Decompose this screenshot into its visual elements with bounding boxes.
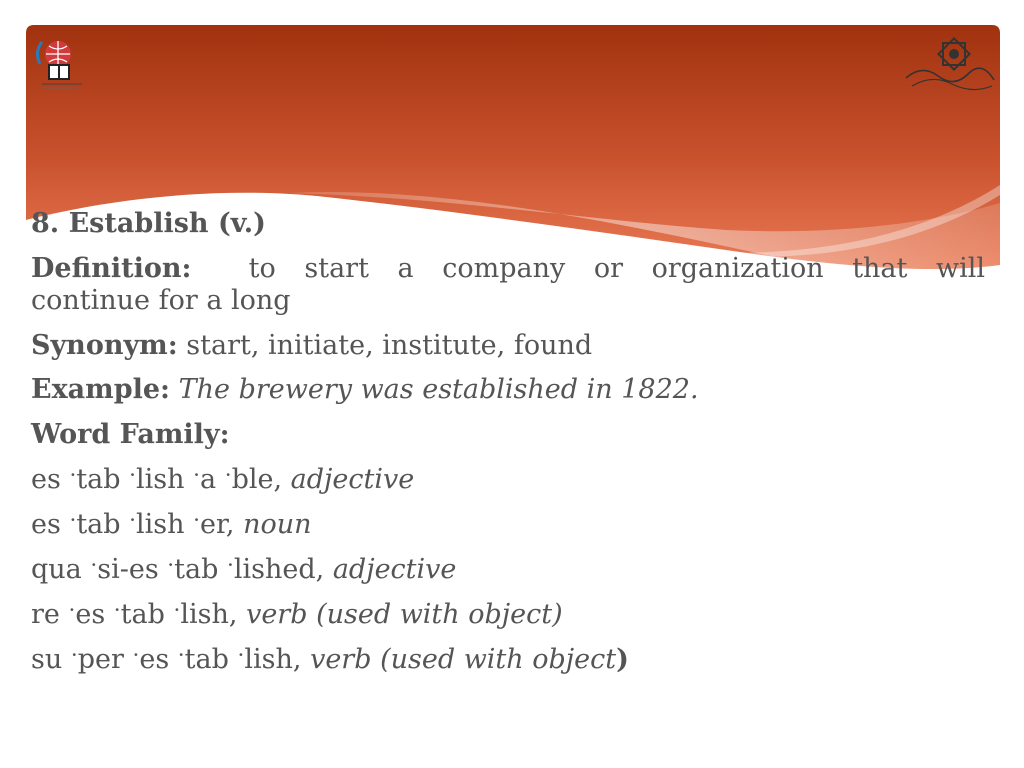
syllable: es	[31, 509, 61, 541]
word-family-term	[31, 464, 273, 495]
separator: ,	[228, 598, 247, 630]
syllable-dot: ·	[193, 463, 200, 489]
word-family-term	[31, 509, 226, 540]
syllable: ble	[231, 464, 274, 496]
synonym-row	[31, 330, 985, 362]
part-of-speech: adjective	[332, 553, 457, 585]
word-family-term	[31, 554, 316, 585]
syllable: es	[139, 643, 170, 675]
globe-book-icon	[32, 34, 88, 94]
syllable: qua	[31, 553, 82, 585]
syllable-dot: ·	[193, 507, 200, 533]
syllable-dot: ·	[113, 597, 121, 623]
syllable-dot: ·	[68, 597, 76, 623]
syllable: lished	[233, 553, 316, 585]
syllable: a	[200, 464, 217, 496]
syllable-dot: ·	[224, 463, 232, 489]
syllable-dot: ·	[132, 642, 140, 668]
syllable: es	[75, 598, 106, 630]
syllable: tab	[120, 598, 165, 630]
syllable: lish	[136, 464, 185, 496]
word-family-item	[31, 509, 985, 541]
vocabulary-entry	[31, 208, 985, 688]
syllable: tab	[76, 509, 121, 541]
definition-text-2: continue for a long	[31, 284, 291, 316]
syllable: tab	[76, 464, 121, 496]
emblem-icon	[902, 34, 998, 96]
word-family-item	[31, 464, 985, 496]
syllable: su	[31, 643, 63, 675]
syllable-dot: ·	[129, 507, 137, 533]
syllable-dot: ·	[167, 552, 175, 578]
example-row	[31, 374, 985, 406]
syllable: tab	[184, 643, 229, 675]
part-of-speech: verb (used with object)	[246, 598, 563, 630]
definition-label: Definition:	[31, 252, 192, 284]
syllable: si-es	[97, 553, 159, 585]
separator: ,	[273, 464, 291, 496]
word-family-term	[31, 644, 293, 675]
definition-text-1: to start a company or organization that will	[248, 252, 985, 284]
definition-row	[31, 253, 985, 317]
word-family-list	[31, 464, 985, 675]
syllable: per	[77, 643, 124, 675]
syllable-dot: ·	[227, 552, 234, 578]
syllable: lish	[180, 598, 229, 630]
word-family-term	[31, 599, 229, 630]
syllable: es	[31, 464, 61, 496]
word-family-item	[31, 554, 985, 586]
separator: ,	[225, 509, 244, 541]
part-of-speech: adjective	[290, 464, 415, 496]
word-family-item	[31, 644, 985, 676]
entry-title: 8. Establish (v.)	[31, 208, 266, 239]
syllable: tab	[174, 553, 219, 585]
synonym-text: start, initiate, institute, found	[177, 329, 593, 361]
separator: ,	[315, 553, 333, 585]
university-emblem	[902, 34, 998, 96]
institution-logo	[32, 34, 88, 94]
word-family-label: Word Family:	[31, 419, 230, 451]
synonym-label: Synonym:	[31, 329, 178, 361]
syllable: er	[200, 509, 226, 541]
syllable: re	[31, 598, 60, 630]
syllable-dot: ·	[177, 642, 185, 668]
closing-paren: )	[616, 643, 629, 675]
syllable-dot: ·	[69, 507, 77, 533]
syllable-dot: ·	[173, 597, 181, 623]
syllable-dot: ·	[90, 552, 98, 578]
syllable-dot: ·	[69, 463, 77, 489]
syllable: lish	[136, 509, 185, 541]
separator: ,	[292, 643, 311, 675]
syllable: lish	[244, 643, 293, 675]
word-family-item	[31, 599, 985, 631]
syllable-dot: ·	[70, 642, 78, 668]
syllable-dot: ·	[237, 642, 245, 668]
part-of-speech: verb (used with object	[310, 643, 617, 675]
syllable-dot: ·	[129, 463, 137, 489]
example-text: The brewery was established in 1822.	[170, 374, 699, 406]
example-label: Example:	[31, 374, 171, 406]
part-of-speech: noun	[243, 509, 312, 541]
